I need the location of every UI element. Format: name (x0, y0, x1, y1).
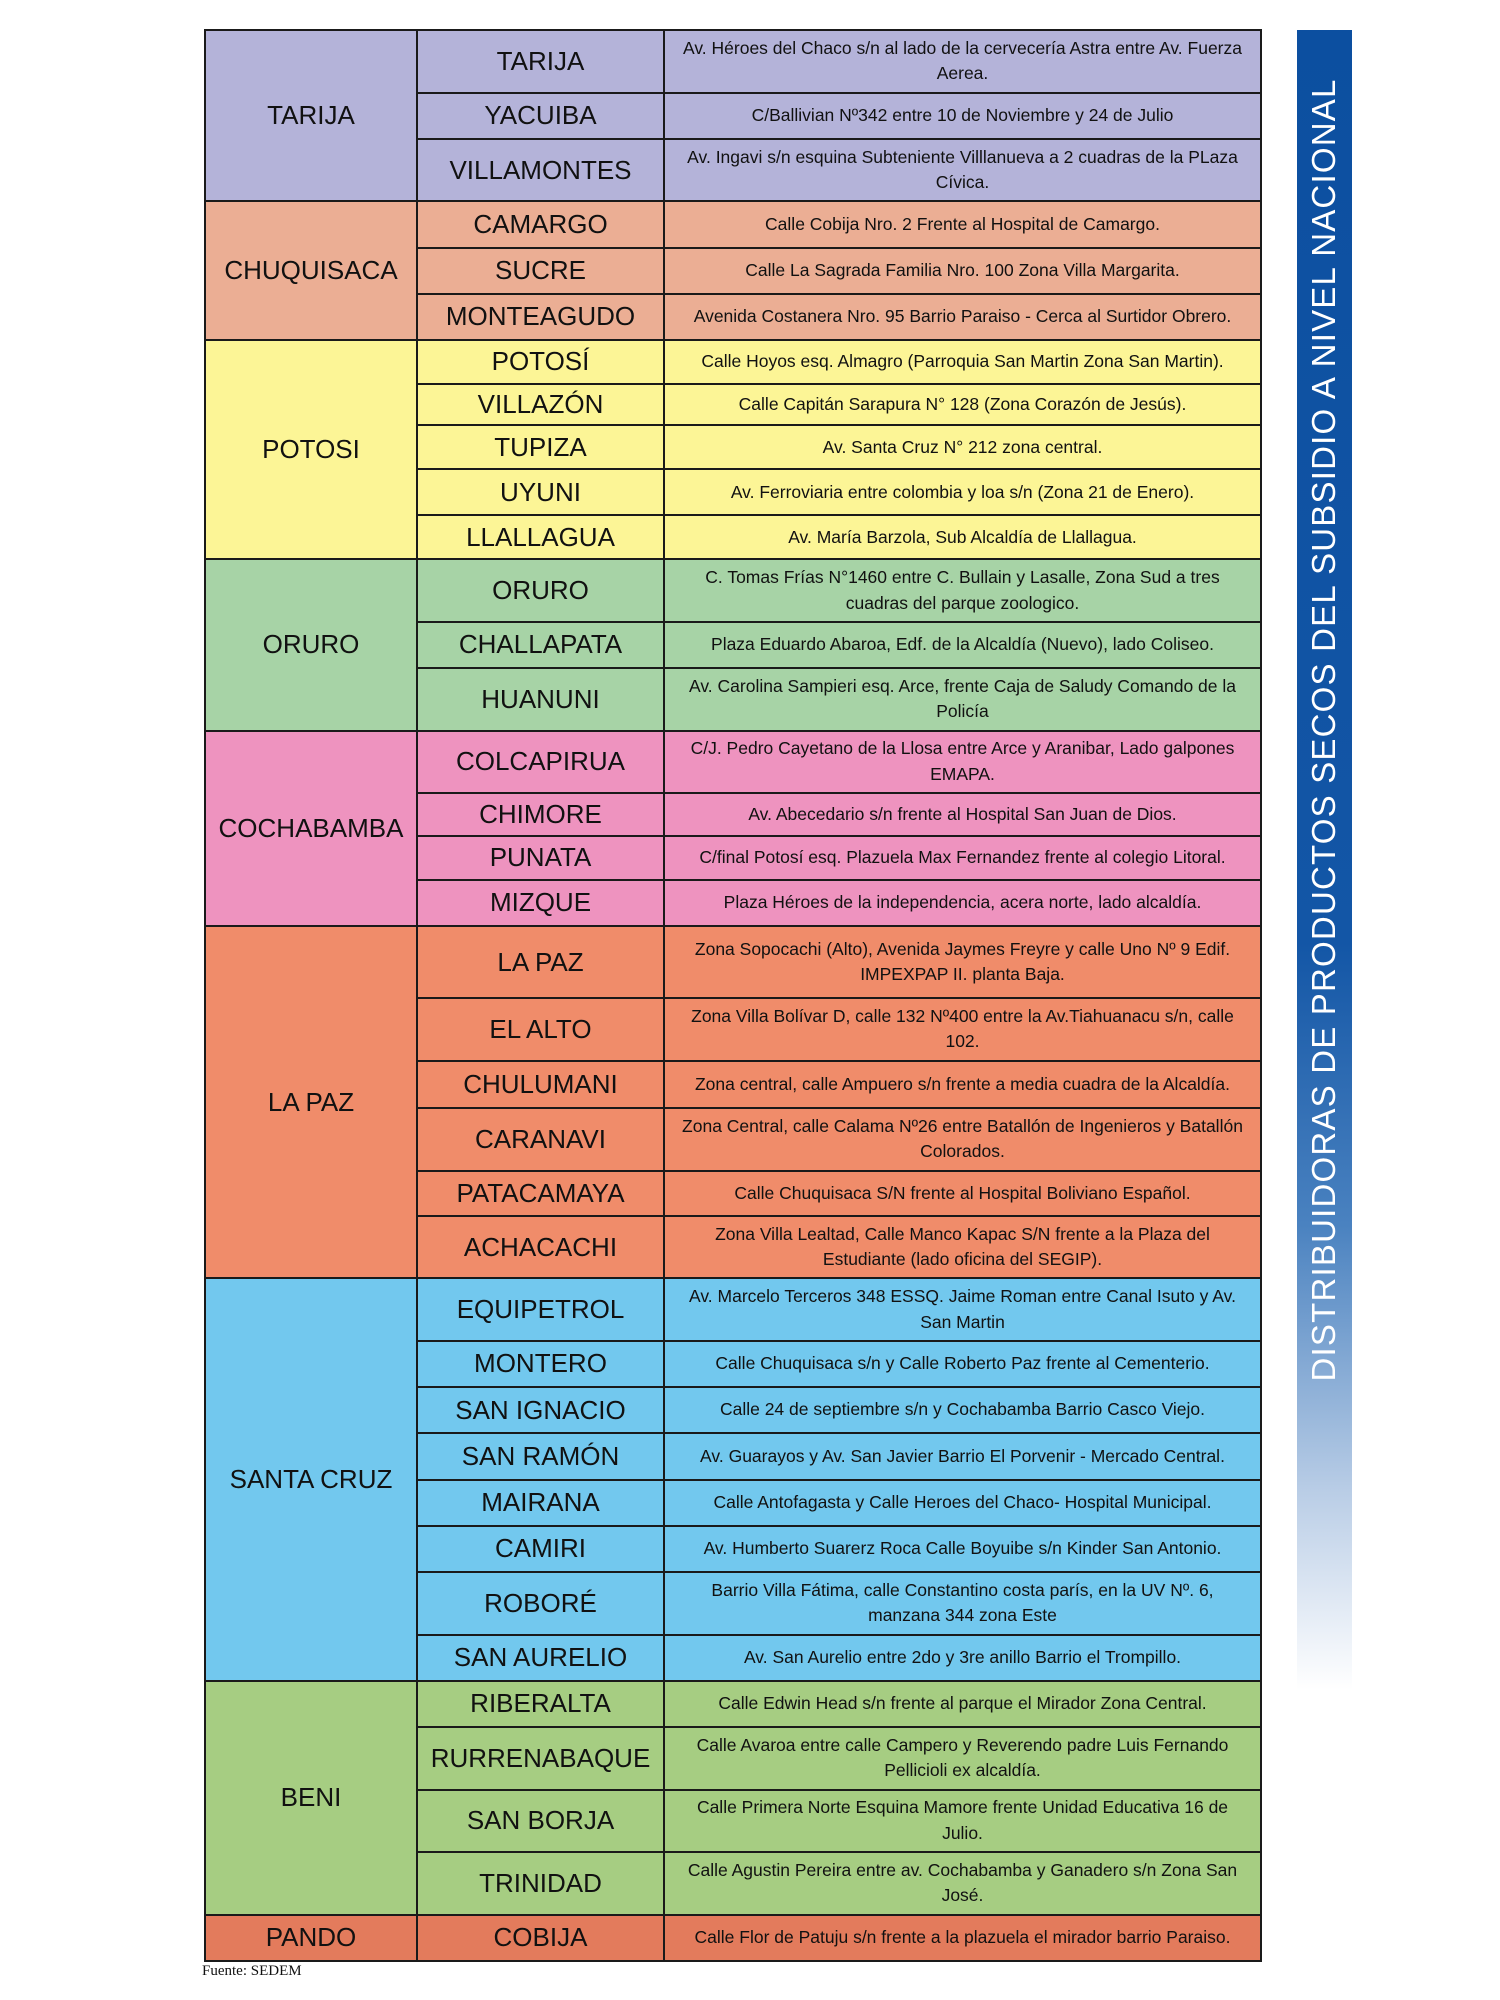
address-cell: C/J. Pedro Cayetano de la Llosa entre Arce y Aranibar, Lado galpones EMAPA. (664, 731, 1261, 794)
address-cell: Zona Central, calle Calama Nº26 entre Batallón de Ingenieros y Batallón Colorados. (664, 1108, 1261, 1171)
source-note: Fuente: SEDEM (202, 1963, 302, 1979)
department-cell: POTOSI (205, 340, 417, 559)
address-cell: Avenida Costanera Nro. 95 Barrio Paraiso - Cerca al Surtidor Obrero. (664, 294, 1261, 340)
table-row (205, 1681, 1261, 1727)
department-cell: COCHABAMBA (205, 731, 417, 926)
distributors-table (204, 29, 1262, 1962)
city-cell: COBIJA (417, 1915, 664, 1961)
table-row (205, 340, 1261, 384)
city-cell: ACHACACHI (417, 1216, 664, 1279)
address-cell: Calle La Sagrada Familia Nro. 100 Zona Villa Margarita. (664, 248, 1261, 294)
table-row (205, 1915, 1261, 1961)
address-cell: Calle Chuquisaca s/n y Calle Roberto Paz frente al Cementerio. (664, 1341, 1261, 1387)
address-cell: Av. Guarayos y Av. San Javier Barrio El Porvenir - Mercado Central. (664, 1433, 1261, 1479)
city-cell: ORURO (417, 559, 664, 622)
city-cell: VILLAMONTES (417, 139, 664, 202)
city-cell: EL ALTO (417, 998, 664, 1061)
city-cell: VILLAZÓN (417, 384, 664, 425)
address-cell: Av. Héroes del Chaco s/n al lado de la cervecería Astra entre Av. Fuerza Aerea. (664, 30, 1261, 93)
address-cell: Calle Capitán Sarapura N° 128 (Zona Corazón de Jesús). (664, 384, 1261, 425)
address-cell: Calle Hoyos esq. Almagro (Parroquia San Martin Zona San Martin). (664, 340, 1261, 384)
city-cell: MAIRANA (417, 1480, 664, 1526)
address-cell: Plaza Eduardo Abaroa, Edf. de la Alcaldía (Nuevo), lado Coliseo. (664, 622, 1261, 668)
city-cell: LLALLAGUA (417, 515, 664, 559)
city-cell: UYUNI (417, 469, 664, 515)
address-cell: Calle Agustin Pereira entre av. Cochabamba y Ganadero s/n Zona San José. (664, 1852, 1261, 1915)
address-cell: Zona Villa Bolívar D, calle 132 Nº400 entre la Av.Tiahuanacu s/n, calle 102. (664, 998, 1261, 1061)
department-cell: SANTA CRUZ (205, 1278, 417, 1680)
address-cell: Av. San Aurelio entre 2do y 3re anillo Barrio el Trompillo. (664, 1635, 1261, 1681)
address-cell: Zona Villa Lealtad, Calle Manco Kapac S/N frente a la Plaza del Estudiante (lado oficina del SEGIP). (664, 1216, 1261, 1279)
address-cell: Plaza Héroes de la independencia, acera norte, lado alcaldía. (664, 880, 1261, 926)
city-cell: PUNATA (417, 836, 664, 880)
city-cell: TARIJA (417, 30, 664, 93)
city-cell: CHALLAPATA (417, 622, 664, 668)
address-cell: Calle Antofagasta y Calle Heroes del Chaco- Hospital Municipal. (664, 1480, 1261, 1526)
table-row (205, 201, 1261, 247)
city-cell: CHIMORE (417, 793, 664, 836)
city-cell: SAN RAMÓN (417, 1433, 664, 1479)
address-cell: Av. Abecedario s/n frente al Hospital San Juan de Dios. (664, 793, 1261, 836)
department-cell: TARIJA (205, 30, 417, 201)
address-cell: Calle Flor de Patuju s/n frente a la plazuela el mirador barrio Paraiso. (664, 1915, 1261, 1961)
address-cell: Av. Humberto Suarerz Roca Calle Boyuibe s/n Kinder San Antonio. (664, 1526, 1261, 1572)
city-cell: EQUIPETROL (417, 1278, 664, 1341)
address-cell: Calle Chuquisaca S/N frente al Hospital Boliviano Español. (664, 1171, 1261, 1216)
city-cell: RIBERALTA (417, 1681, 664, 1727)
address-cell: C/Ballivian Nº342 entre 10 de Noviembre y 24 de Julio (664, 93, 1261, 139)
table-row (205, 731, 1261, 794)
city-cell: MONTERO (417, 1341, 664, 1387)
city-cell: CHULUMANI (417, 1061, 664, 1108)
address-cell: Av. Santa Cruz N° 212 zona central. (664, 425, 1261, 469)
address-cell: Calle Edwin Head s/n frente al parque el Mirador Zona Central. (664, 1681, 1261, 1727)
city-cell: SAN BORJA (417, 1790, 664, 1853)
city-cell: MIZQUE (417, 880, 664, 926)
table-row (205, 1278, 1261, 1341)
department-cell: ORURO (205, 559, 417, 730)
address-cell: Calle Primera Norte Esquina Mamore frente Unidad Educativa 16 de Julio. (664, 1790, 1261, 1853)
department-cell: LA PAZ (205, 926, 417, 1278)
address-cell: Av. Ferroviaria entre colombia y loa s/n (Zona 21 de Enero). (664, 469, 1261, 515)
address-cell: Av. Ingavi s/n esquina Subteniente Villlanueva a 2 cuadras de la PLaza Cívica. (664, 139, 1261, 202)
city-cell: CAMARGO (417, 201, 664, 247)
city-cell: YACUIBA (417, 93, 664, 139)
address-cell: Zona Sopocachi (Alto), Avenida Jaymes Freyre y calle Uno Nº 9 Edif. IMPEXPAP II. planta Baja. (664, 926, 1261, 998)
city-cell: HUANUNI (417, 668, 664, 731)
distributors-table-body (205, 30, 1261, 1961)
department-cell: PANDO (205, 1915, 417, 1961)
city-cell: SUCRE (417, 248, 664, 294)
side-title: DISTRIBUIDORAS DE PRODUCTOS SECOS DEL SUBSIDIO A NIVEL NACIONAL (1305, 78, 1342, 1382)
city-cell: SAN IGNACIO (417, 1387, 664, 1433)
table-row (205, 559, 1261, 622)
address-cell: Barrio Villa Fátima, calle Constantino costa parís, en la UV Nº. 6, manzana 344 zona Este (664, 1572, 1261, 1635)
department-cell: BENI (205, 1681, 417, 1915)
city-cell: PATACAMAYA (417, 1171, 664, 1216)
city-cell: CARANAVI (417, 1108, 664, 1171)
address-cell: Zona central, calle Ampuero s/n frente a media cuadra de la Alcaldía. (664, 1061, 1261, 1108)
address-cell: Calle Cobija Nro. 2 Frente al Hospital de Camargo. (664, 201, 1261, 247)
city-cell: ROBORÉ (417, 1572, 664, 1635)
address-cell: C/final Potosí esq. Plazuela Max Fernandez frente al colegio Litoral. (664, 836, 1261, 880)
table-row (205, 30, 1261, 93)
city-cell: COLCAPIRUA (417, 731, 664, 794)
city-cell: CAMIRI (417, 1526, 664, 1572)
city-cell: TUPIZA (417, 425, 664, 469)
address-cell: Av. Carolina Sampieri esq. Arce, frente Caja de Saludy Comando de la Policía (664, 668, 1261, 731)
address-cell: Calle Avaroa entre calle Campero y Reverendo padre Luis Fernando Pellicioli ex alcaldía. (664, 1727, 1261, 1790)
city-cell: RURRENABAQUE (417, 1727, 664, 1790)
city-cell: POTOSÍ (417, 340, 664, 384)
table-row (205, 926, 1261, 998)
city-cell: SAN AURELIO (417, 1635, 664, 1681)
city-cell: TRINIDAD (417, 1852, 664, 1915)
address-cell: C. Tomas Frías N°1460 entre C. Bullain y Lasalle, Zona Sud a tres cuadras del parque zoologico. (664, 559, 1261, 622)
city-cell: LA PAZ (417, 926, 664, 998)
address-cell: Calle 24 de septiembre s/n y Cochabamba Barrio Casco Viejo. (664, 1387, 1261, 1433)
address-cell: Av. Marcelo Terceros 348 ESSQ. Jaime Roman entre Canal Isuto y Av. San Martin (664, 1278, 1261, 1341)
address-cell: Av. María Barzola, Sub Alcaldía de Llallagua. (664, 515, 1261, 559)
city-cell: MONTEAGUDO (417, 294, 664, 340)
department-cell: CHUQUISACA (205, 201, 417, 340)
